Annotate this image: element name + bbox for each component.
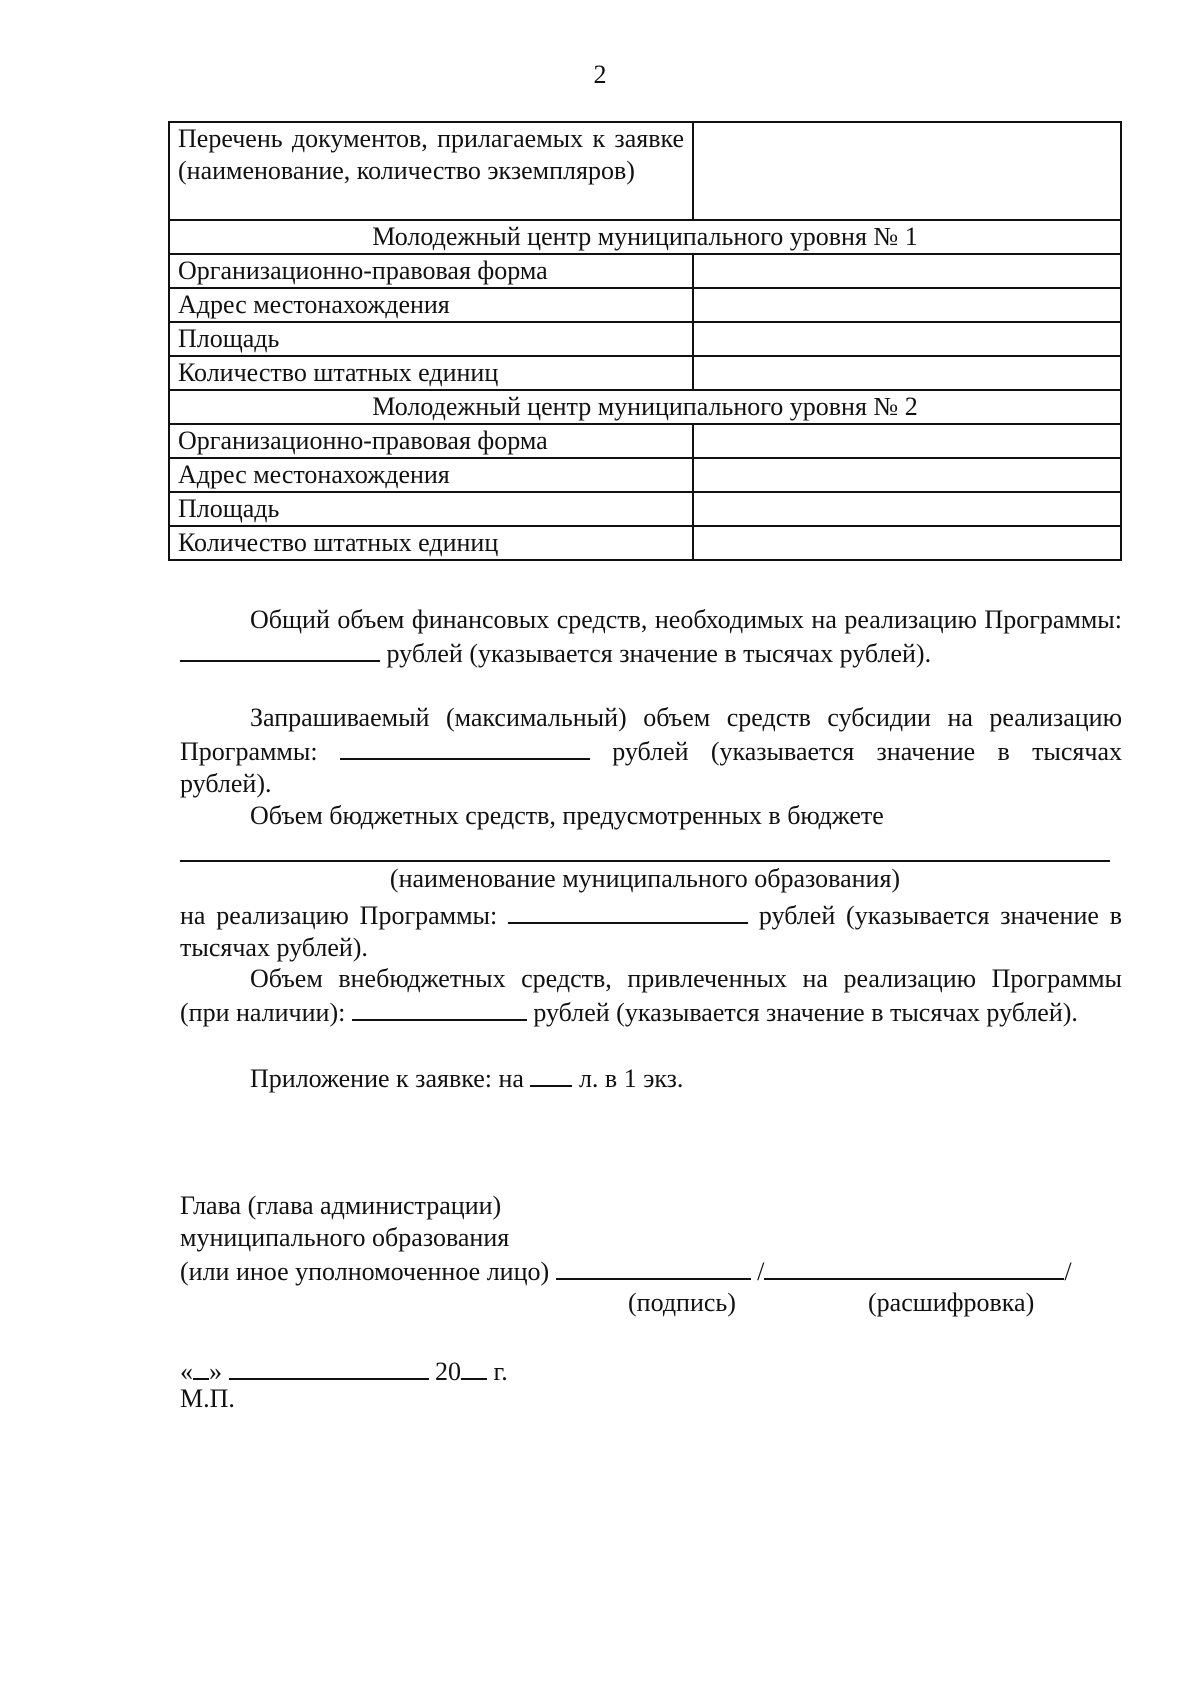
close-quote: » xyxy=(209,1357,222,1386)
year-blank[interactable] xyxy=(461,1354,487,1380)
budget-program-blank[interactable] xyxy=(508,898,748,924)
table-row xyxy=(169,526,1121,560)
total-funds-text-b: рублей (указывается значение в тысячах рублей). xyxy=(386,639,932,668)
slash-separator: / xyxy=(757,1257,765,1286)
signatory-line-1: Глава (глава администрации) xyxy=(180,1191,502,1220)
total-funds-text-a: Общий объем финансовых средств, необходимых на реализацию Программы: xyxy=(250,605,1122,634)
budget-program-text-a: на реализацию Программы: xyxy=(180,901,498,930)
table-row xyxy=(169,356,1121,390)
center2-address-label: Адрес местонахождения xyxy=(169,458,693,492)
table-row xyxy=(169,390,1121,424)
budget-funds-text: Объем бюджетных средств, предусмотренных в бюджете xyxy=(250,801,884,830)
center1-address-label: Адрес местонахождения xyxy=(169,288,693,322)
municipality-name-line[interactable] xyxy=(180,860,1110,862)
center1-title: Молодежный центр муниципального уровня № 1 xyxy=(169,220,1121,254)
center1-org-form-value[interactable] xyxy=(693,254,1121,288)
center1-staff-label: Количество штатных единиц xyxy=(169,356,693,390)
paragraph-budget-funds xyxy=(180,800,1122,832)
paragraph-extrabudget xyxy=(180,963,1122,1029)
name-decode-blank[interactable] xyxy=(764,1254,1064,1280)
table-row xyxy=(169,122,1121,220)
paragraph-appendix xyxy=(180,1061,1122,1095)
center1-area-value[interactable] xyxy=(693,322,1121,356)
center2-title: Молодежный центр муниципального уровня № 2 xyxy=(169,390,1121,424)
budget-program-text-b: рублей (указывается значение в тысячах рублей). xyxy=(180,901,1123,962)
table-row xyxy=(169,288,1121,322)
date-line xyxy=(180,1354,508,1388)
month-blank[interactable] xyxy=(229,1354,429,1380)
signatory-line-2: муниципального образования xyxy=(180,1223,510,1252)
table-row xyxy=(169,492,1121,526)
center2-org-form-label: Организационно-правовая форма xyxy=(169,424,693,458)
center2-staff-label: Количество штатных единиц xyxy=(169,526,693,560)
municipality-name-caption: (наименование муниципального образования) xyxy=(389,864,901,893)
center1-org-form-label: Организационно-правовая форма xyxy=(169,254,693,288)
table-row xyxy=(169,458,1121,492)
page-number: 2 xyxy=(593,60,607,89)
open-quote: « xyxy=(180,1357,193,1386)
documents-label: Перечень документов, прилагаемых к заявке (наименование, количество экземпляров) xyxy=(169,122,693,220)
paragraph-requested-subsidy xyxy=(180,702,1122,800)
table-row xyxy=(169,424,1121,458)
center1-staff-value[interactable] xyxy=(693,356,1121,390)
appendix-pages-blank[interactable] xyxy=(530,1061,572,1087)
signature-caption: (подпись) xyxy=(628,1288,736,1317)
extrabudget-text-b: рублей (указывается значение в тысячах рублей). xyxy=(533,998,1078,1027)
center2-area-label: Площадь xyxy=(169,492,693,526)
paragraph-budget-program xyxy=(180,898,1122,964)
center1-address-value[interactable] xyxy=(693,288,1121,322)
signatory-line-3 xyxy=(180,1254,1072,1288)
center2-org-form-value[interactable] xyxy=(693,424,1121,458)
total-funds-blank[interactable] xyxy=(180,636,380,662)
extrabudget-blank[interactable] xyxy=(352,995,527,1021)
documents-value-cell[interactable] xyxy=(693,122,1121,220)
year-prefix: 20 xyxy=(435,1357,461,1386)
stamp-place-label: М.П. xyxy=(180,1384,235,1413)
table-row xyxy=(169,322,1121,356)
requested-subsidy-text-a: Запрашиваемый (максимальный) объем средств субсидии на реализацию Программы: xyxy=(180,703,1122,766)
year-suffix: г. xyxy=(493,1357,508,1386)
requested-subsidy-text-b: рублей (указывается значение в тысячах рублей). xyxy=(180,737,1123,798)
center2-address-value[interactable] xyxy=(693,458,1121,492)
center2-area-value[interactable] xyxy=(693,492,1121,526)
center2-staff-value[interactable] xyxy=(693,526,1121,560)
slash-separator: / xyxy=(1064,1257,1072,1286)
table-row xyxy=(169,220,1121,254)
appendix-text-b: л. в 1 экз. xyxy=(578,1064,684,1093)
signatory-block xyxy=(180,1190,1072,1288)
day-blank[interactable] xyxy=(193,1354,209,1380)
center1-area-label: Площадь xyxy=(169,322,693,356)
appendix-text-a: Приложение к заявке: на xyxy=(250,1064,524,1093)
extrabudget-text-a: Объем внебюджетных средств, привлеченных на реализацию Программы (при наличии): xyxy=(180,964,1122,1027)
table-row xyxy=(169,254,1121,288)
decode-caption: (расшифровка) xyxy=(868,1288,1035,1317)
requested-subsidy-blank[interactable] xyxy=(340,734,590,760)
signature-blank[interactable] xyxy=(556,1254,751,1280)
paragraph-total-funds xyxy=(180,604,1122,670)
application-table xyxy=(168,121,1122,561)
signatory-line-3-text: (или иное уполномоченное лицо) xyxy=(180,1257,550,1286)
